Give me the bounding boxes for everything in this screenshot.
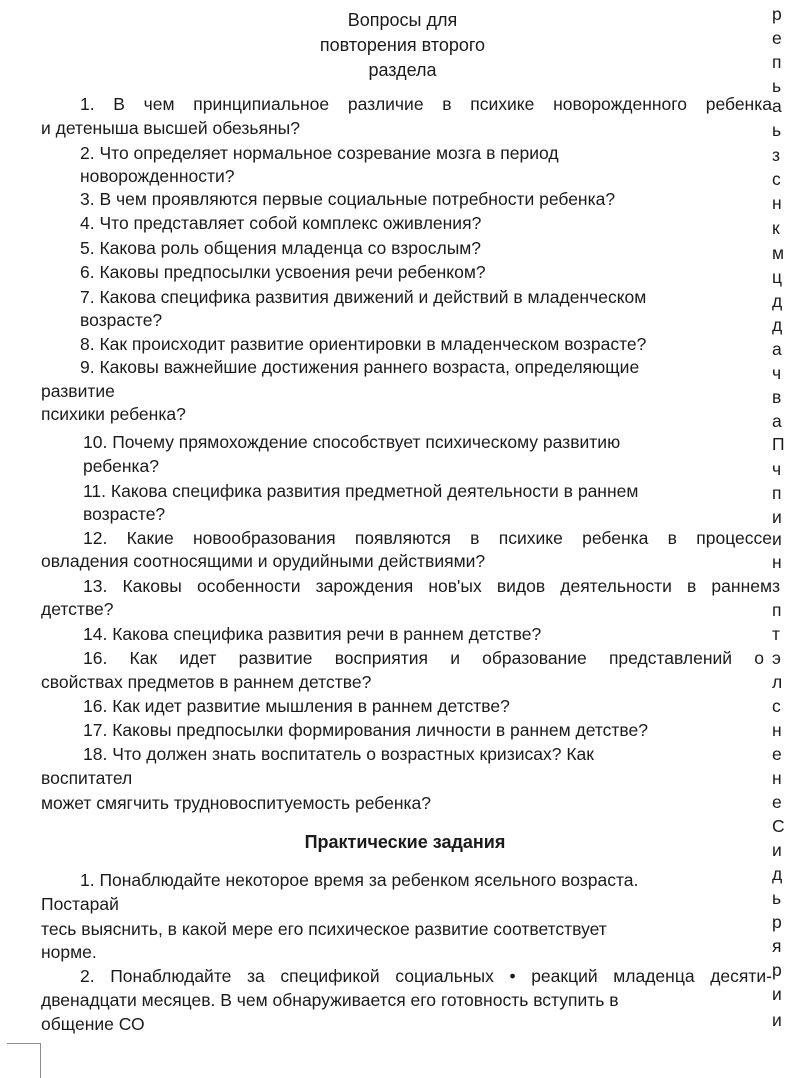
adjacent-page-letter: а xyxy=(772,411,782,431)
question-line: ребенка? xyxy=(83,456,159,476)
adjacent-page-letter: р xyxy=(772,4,782,24)
adjacent-page-letter: т xyxy=(772,624,781,644)
adjacent-page-letter: и xyxy=(772,840,782,860)
practice-line: 1. Понаблюдайте некоторое время за ребенком ясельного возраста. xyxy=(80,870,639,890)
question-line: 3. В чем проявляются первые социальные потребности ребенка? xyxy=(80,189,616,209)
adjacent-page-letter: ч xyxy=(772,363,782,383)
adjacent-page-letter: ь xyxy=(772,120,782,140)
adjacent-page-edge xyxy=(772,0,784,1040)
question-line: 18. Что должен знать воспитатель о возрастных кризисах? Как xyxy=(83,744,594,764)
adjacent-page-letter: р xyxy=(772,912,782,932)
question-line: 17. Каковы предпосылки формирования личности в раннем детстве? xyxy=(83,720,648,740)
adjacent-page-letter: з xyxy=(772,145,781,165)
practice-line: тесь выяснить, в какой мере его психическое развитие соответствует xyxy=(41,919,607,939)
adjacent-page-letter: ь xyxy=(772,76,782,96)
adjacent-page-letter: е xyxy=(772,792,782,812)
adjacent-page-letter: д xyxy=(772,864,783,884)
practice-line: двенадцати месяцев. В чем обнаруживается его готовность вступить в xyxy=(41,990,619,1010)
title-line: Вопросы для xyxy=(347,10,458,30)
adjacent-page-letter: л xyxy=(772,672,783,692)
adjacent-page-letter: с xyxy=(772,696,781,716)
adjacent-page-letter: С xyxy=(772,816,785,836)
adjacent-page-letter: и xyxy=(772,507,782,527)
question-line: 12. Какие новообразования появляются в психике ребенка в процессе xyxy=(83,528,772,548)
question-line: 13. Каковы особенности зарождения нов'ых видов деятельности в раннем xyxy=(83,576,772,596)
adjacent-page-letter: я xyxy=(772,936,782,956)
question-line: 10. Почему прямохождение способствует психическому развитию xyxy=(83,432,621,452)
question-line: возрасте? xyxy=(83,504,166,524)
practice-line: норме. xyxy=(41,942,97,962)
question-line: 14. Какова специфика развития речи в раннем детстве? xyxy=(83,624,542,644)
document-title xyxy=(290,8,515,83)
title-line: повторения второго xyxy=(319,35,486,55)
adjacent-page-letter: с xyxy=(772,169,781,189)
question-line: 5. Какова роль общения младенца со взрослым? xyxy=(80,238,482,258)
question-line: воспитател xyxy=(41,768,133,788)
practice-line: 2. Понаблюдайте за спецификой социальных • реакций младенца десяти- xyxy=(80,966,772,986)
adjacent-page-letter: п xyxy=(772,600,782,620)
question-line: новорожденности? xyxy=(80,166,235,186)
adjacent-page-letter: н xyxy=(772,193,782,213)
adjacent-page-letter: е xyxy=(772,744,782,764)
adjacent-page-letter: д xyxy=(772,315,783,335)
question-line: 7. Какова специфика развития движений и действий в младенческом xyxy=(80,287,647,307)
adjacent-page-letter: к xyxy=(772,218,780,238)
question-line: 4. Что представляет собой комплекс оживления? xyxy=(80,213,482,233)
adjacent-page-letter: п xyxy=(772,483,782,503)
question-line: 16. Как идет развитие мышления в раннем детстве? xyxy=(83,696,510,716)
adjacent-page-letter: в xyxy=(772,387,782,407)
practice-line: общение СО xyxy=(41,1014,145,1034)
practice-heading: Практические задания xyxy=(304,832,506,852)
question-line: 1. В чем принципиальное различие в психике новорожденного ребенка xyxy=(80,94,772,114)
adjacent-page-letter: н xyxy=(772,720,782,740)
adjacent-page-letter: П xyxy=(772,434,785,454)
question-line: 11. Какова специфика развития предметной деятельности в раннем xyxy=(83,481,639,501)
adjacent-page-letter: э xyxy=(772,648,781,668)
question-line: 8. Как происходит развитие ориентировки в младенческом возрасте? xyxy=(80,334,647,354)
adjacent-page-letter: и xyxy=(772,529,782,549)
adjacent-page-letter: е xyxy=(772,28,782,48)
adjacent-page-letter: а xyxy=(772,96,782,116)
adjacent-page-letter: ц xyxy=(772,267,783,287)
adjacent-page-letter: д xyxy=(772,291,783,311)
question-line: возрасте? xyxy=(80,310,163,330)
adjacent-page-letter: з xyxy=(772,576,781,596)
title-line: раздела xyxy=(368,60,437,80)
adjacent-page-letter: м xyxy=(772,243,785,263)
question-line: 9. Каковы важнейшие достижения раннего возраста, определяющие xyxy=(80,357,640,377)
adjacent-page-letter: п xyxy=(772,52,782,72)
adjacent-page-letter: и xyxy=(772,984,782,1004)
question-line: и детеныша высшей обезьяны? xyxy=(41,118,300,138)
adjacent-page-letter: н xyxy=(772,552,782,572)
question-line: может смягчить трудновоспитуемость ребенка? xyxy=(41,793,431,813)
question-line: овладения соотносящими и орудийными действиями? xyxy=(41,551,486,571)
adjacent-page-letter: а xyxy=(772,339,782,359)
adjacent-page-letter: ч xyxy=(772,459,782,479)
question-line: 2. Что определяет нормальное созревание мозга в период xyxy=(80,143,559,163)
practice-line: Постарай xyxy=(41,894,119,914)
question-line: 16. Как идет развитие восприятия и образование представлений о xyxy=(83,648,764,668)
adjacent-page-letter: ь xyxy=(772,888,782,908)
adjacent-page-letter: н xyxy=(772,768,782,788)
question-line: 6. Каковы предпосылки усвоения речи ребенком? xyxy=(80,262,486,282)
question-line: детстве? xyxy=(41,599,114,619)
page-corner-mark xyxy=(7,1043,41,1078)
question-line: свойствах предметов в раннем детстве? xyxy=(41,672,372,692)
question-line: развитие xyxy=(41,381,115,401)
adjacent-page-letter: и xyxy=(772,1010,782,1030)
question-line: психики ребенка? xyxy=(41,404,186,424)
adjacent-page-letter: р xyxy=(772,960,782,980)
